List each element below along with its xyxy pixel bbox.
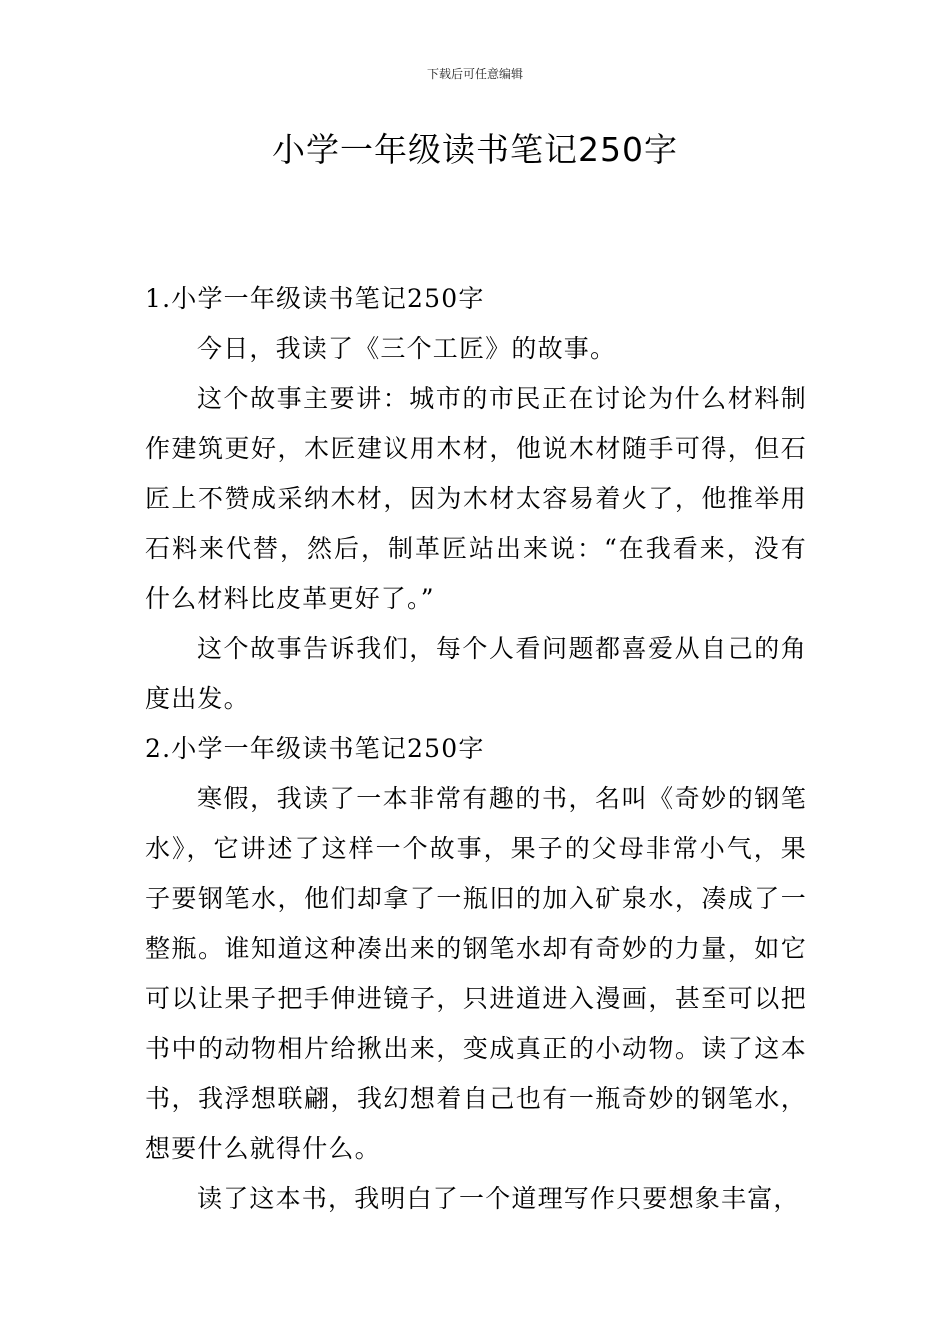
paragraph: 这个故事告诉我们，每个人看问题都喜爱从自己的角度出发。: [145, 634, 807, 713]
document-title: 小学一年级读书笔记250字: [272, 130, 678, 169]
header-note: 下载后可任意编辑: [426, 67, 523, 81]
paragraph: 这个故事主要讲：城市的市民正在讨论为什么材料制作建筑更好，木匠建议用木材，他说木材随手可得，但石匠上不赞成采纳木材，因为木材太容易着火了，他推举用石料来代替，然后，制革匠站出来说：“在我看来，没有什么材料比皮革更好了。”: [145, 384, 807, 613]
document-body: [145, 274, 807, 1224]
paragraph: 读了这本书，我明白了一个道理写作只要想象丰富，: [197, 1184, 800, 1213]
section-heading: 1.小学一年级读书笔记250字: [145, 284, 485, 313]
section-heading: 2.小学一年级读书笔记250字: [145, 734, 485, 763]
paragraph: 寒假，我读了一本非常有趣的书，名叫《奇妙的钢笔水》，它讲述了这样一个故事，果子的父母非常小气，果子要钢笔水，他们却拿了一瓶旧的加入矿泉水，凑成了一整瓶。谁知道这种凑出来的钢笔水却有奇妙的力量，如它可以让果子把手伸进镜子，只进道进入漫画，甚至可以把书中的动物相片给揪出来，变成真正的小动物。读了这本书，我浮想联翩，我幻想着自己也有一瓶奇妙的钢笔水，想要什么就得什么。: [145, 784, 807, 1163]
paragraph: 今日，我读了《三个工匠》的故事。: [197, 334, 617, 363]
